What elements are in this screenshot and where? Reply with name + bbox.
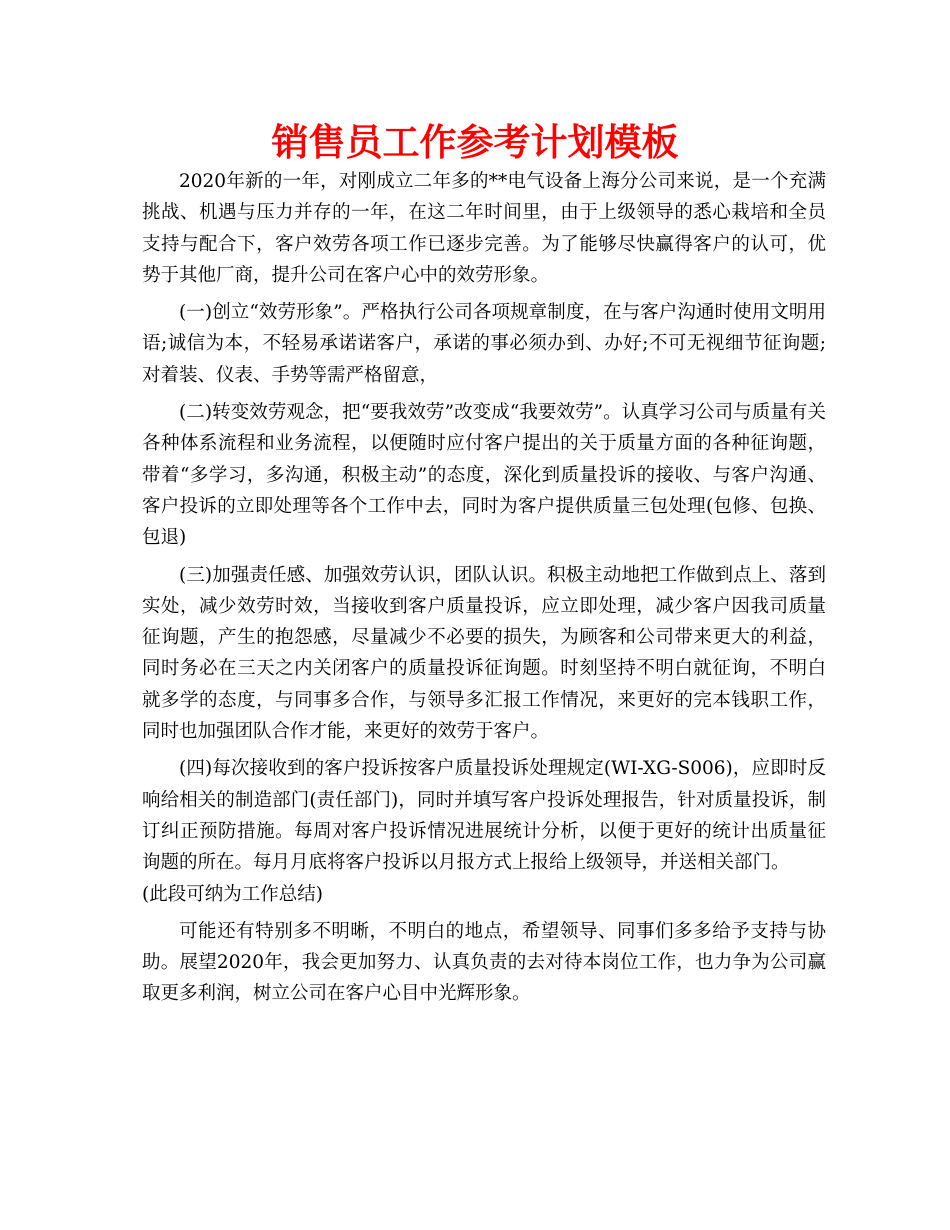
document-title: 销售员工作参考计划模板 [271, 121, 679, 164]
paragraph-closing: 可能还有特别多不明晰，不明白的地点，希望领导、同事们多多给予支持与协助。展望2020年，我会更加努力、认真负责的去对待本岗位工作，也力争为公司赢取更多利润，树立公司在客户心目中光辉形象。 [142, 920, 826, 1005]
paragraph-section-4: (四)每次接收到的客户投诉按客户质量投诉处理规定(WI-XG-S006)，应即时反响给相关的制造部门(责任部门)，同时并填写客户投诉处理报告，针对质量投诉，制订纠正预防措施。每周对客户投诉情况进展统计分析，以便于更好的统计出质量征询题的所在。每月月底将客户投诉以月报方式上报给上级领导，并送相关部门。 [142, 758, 826, 874]
paragraph-section-3: (三)加强责任感、加强效劳认识，团队认识。积极主动地把工作做到点上、落到实处，减少效劳时效，当接收到客户质量投诉，应立即处理，减少客户因我司质量征询题，产生的抱怨感，尽量减少不必要的损失，为顾客和公司带来更大的利益，同时务必在三天之内关闭客户的质量投诉征询题。时刻坚持不明白就征询，不明白就多学的态度，与同事多合作，与领导多汇报工作情况，来更好的完本钱职工作，同时也加强团队合作才能，来更好的效劳于客户。 [142, 564, 826, 743]
paragraph-section-2: (二)转变效劳观念，把“要我效劳”改变成“我要效劳”。认真学习公司与质量有关各种体系流程和业务流程，以便随时应付客户提出的关于质量方面的各种征询题，带着“多学习，多沟通，积极主动”的态度，深化到质量投诉的接收、与客户沟通、客户投诉的立即处理等各个工作中去，同时为客户提供质量三包处理(包修、包换、包退) [142, 402, 826, 549]
paragraph-intro: 2020年新的一年，对刚成立二年多的**电气设备上海分公司来说，是一个充满挑战、机遇与压力并存的一年，在这二年时间里，由于上级领导的悉心栽培和全员支持与配合下，客户效劳各项工作已逐步完善。为了能够尽快赢得客户的认可，优势于其他厂商，提升公司在客户心中的效劳形象。 [142, 171, 826, 286]
paragraph-section-1: (一)创立“效劳形象”。严格执行公司各项规章制度，在与客户沟通时使用文明用语;诚信为本，不轻易承诺诺客户，承诺的事必须办到、办好;不可无视细节征询题;对着装、仪表、手势等需严格留意， [142, 302, 826, 386]
document-body [142, 166, 826, 1016]
paragraph-note: (此段可纳为工作总结) [142, 883, 323, 905]
